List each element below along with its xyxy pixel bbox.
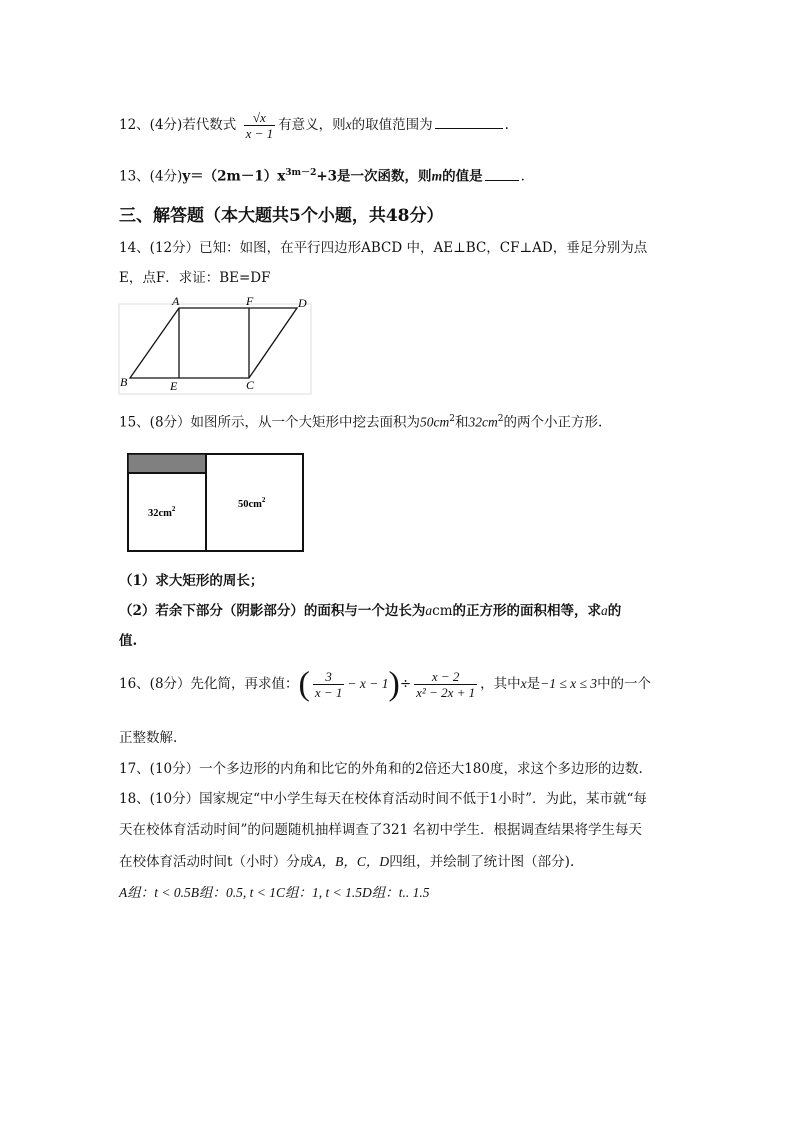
small-square-label: $32cm^2$ xyxy=(148,505,176,519)
question-14-line2: E，点F．求证：BE=DF xyxy=(119,270,271,286)
parallelogram-abcd xyxy=(130,308,297,378)
question-18-line3: 在校体育活动时间t（小时）分成A，B，C，D四组，并绘制了统计图（部分). xyxy=(119,854,575,870)
q16-fraction-1: $\frac{3}{x - 1}$ xyxy=(314,669,343,700)
answer-blank[interactable] xyxy=(435,127,503,129)
question-18-line1: 18、(10分）国家规定“中小学生每天在校体育活动时间不低于1小时”．为此，某市就“每 xyxy=(119,791,647,807)
question-16-line2: 正整数解. xyxy=(119,730,178,746)
label-e: E xyxy=(170,379,178,393)
q16-fraction-2: $\frac{x - 2}{\text{x² − 2x + 1}}$ xyxy=(416,669,476,700)
answer-blank[interactable] xyxy=(485,179,519,181)
question-15: 15、(8分）如图所示，从一个大矩形中挖去面积为$50cm^2$和$32cm^2$的两个小正方形. xyxy=(119,414,603,431)
section-heading: 三、解答题（本大题共5个小题，共48分） xyxy=(119,206,444,226)
question-15-sub1: （1）求大矩形的周长； xyxy=(119,573,264,589)
shaded-region xyxy=(128,454,206,473)
label-a: A xyxy=(172,294,180,308)
question-14-line1: 14、(12分）已知：如图，在平行四边形ABCD 中，AE⊥BC，CF⊥AD，垂足分别为点 xyxy=(119,240,648,256)
label-b: B xyxy=(120,375,128,389)
question-13: 13、(4分)$y=(2m-1)x^{3m-2}+3$是一次函数，则m的值是 . xyxy=(119,168,525,185)
question-16: 16、(8分）先化简，再求值：( $\frac{3}{x - 1}$ − x − 1)÷ $\frac{x - 2}{\text{x² − 2x + 1}}$ ，其中x是−1 ≤ x ≤ 3中的一个 xyxy=(119,665,652,703)
question-17: 17、(10分）一个多边形的内角和比它的外角和的2倍还大180度，求这个多边形的边数. xyxy=(119,761,643,777)
question-18-groups: A组：t < 0.5B组：0.5, t < 1C组：1, t < 1.5D组：t.. 1.5 xyxy=(119,885,430,900)
figure-frame xyxy=(119,304,311,394)
parallelogram-figure xyxy=(118,294,318,396)
question-15-sub2: （2）若余下部分（阴影部分）的面积与一个边长为acm的正方形的面积相等，求a的 xyxy=(119,603,622,619)
question-18-line2: 天在校体育活动时间”的问题随机抽样调查了321 名初中学生．根据调查结果将学生每天 xyxy=(119,822,642,838)
question-12: 12、(4分)若代数式 $\frac{√x}{x - 1}$ 有意义，则x的取值范围为 . xyxy=(119,110,509,141)
rectangle-figure xyxy=(126,452,308,554)
label-c: C xyxy=(246,378,255,392)
q12-fraction: $\frac{√x}{x - 1}$ xyxy=(245,110,274,141)
label-d: D xyxy=(298,296,307,310)
label-f: F xyxy=(246,294,254,308)
question-15-sub2-line2: 值. xyxy=(119,633,138,649)
large-square-label: $50cm^2$ xyxy=(238,496,266,510)
